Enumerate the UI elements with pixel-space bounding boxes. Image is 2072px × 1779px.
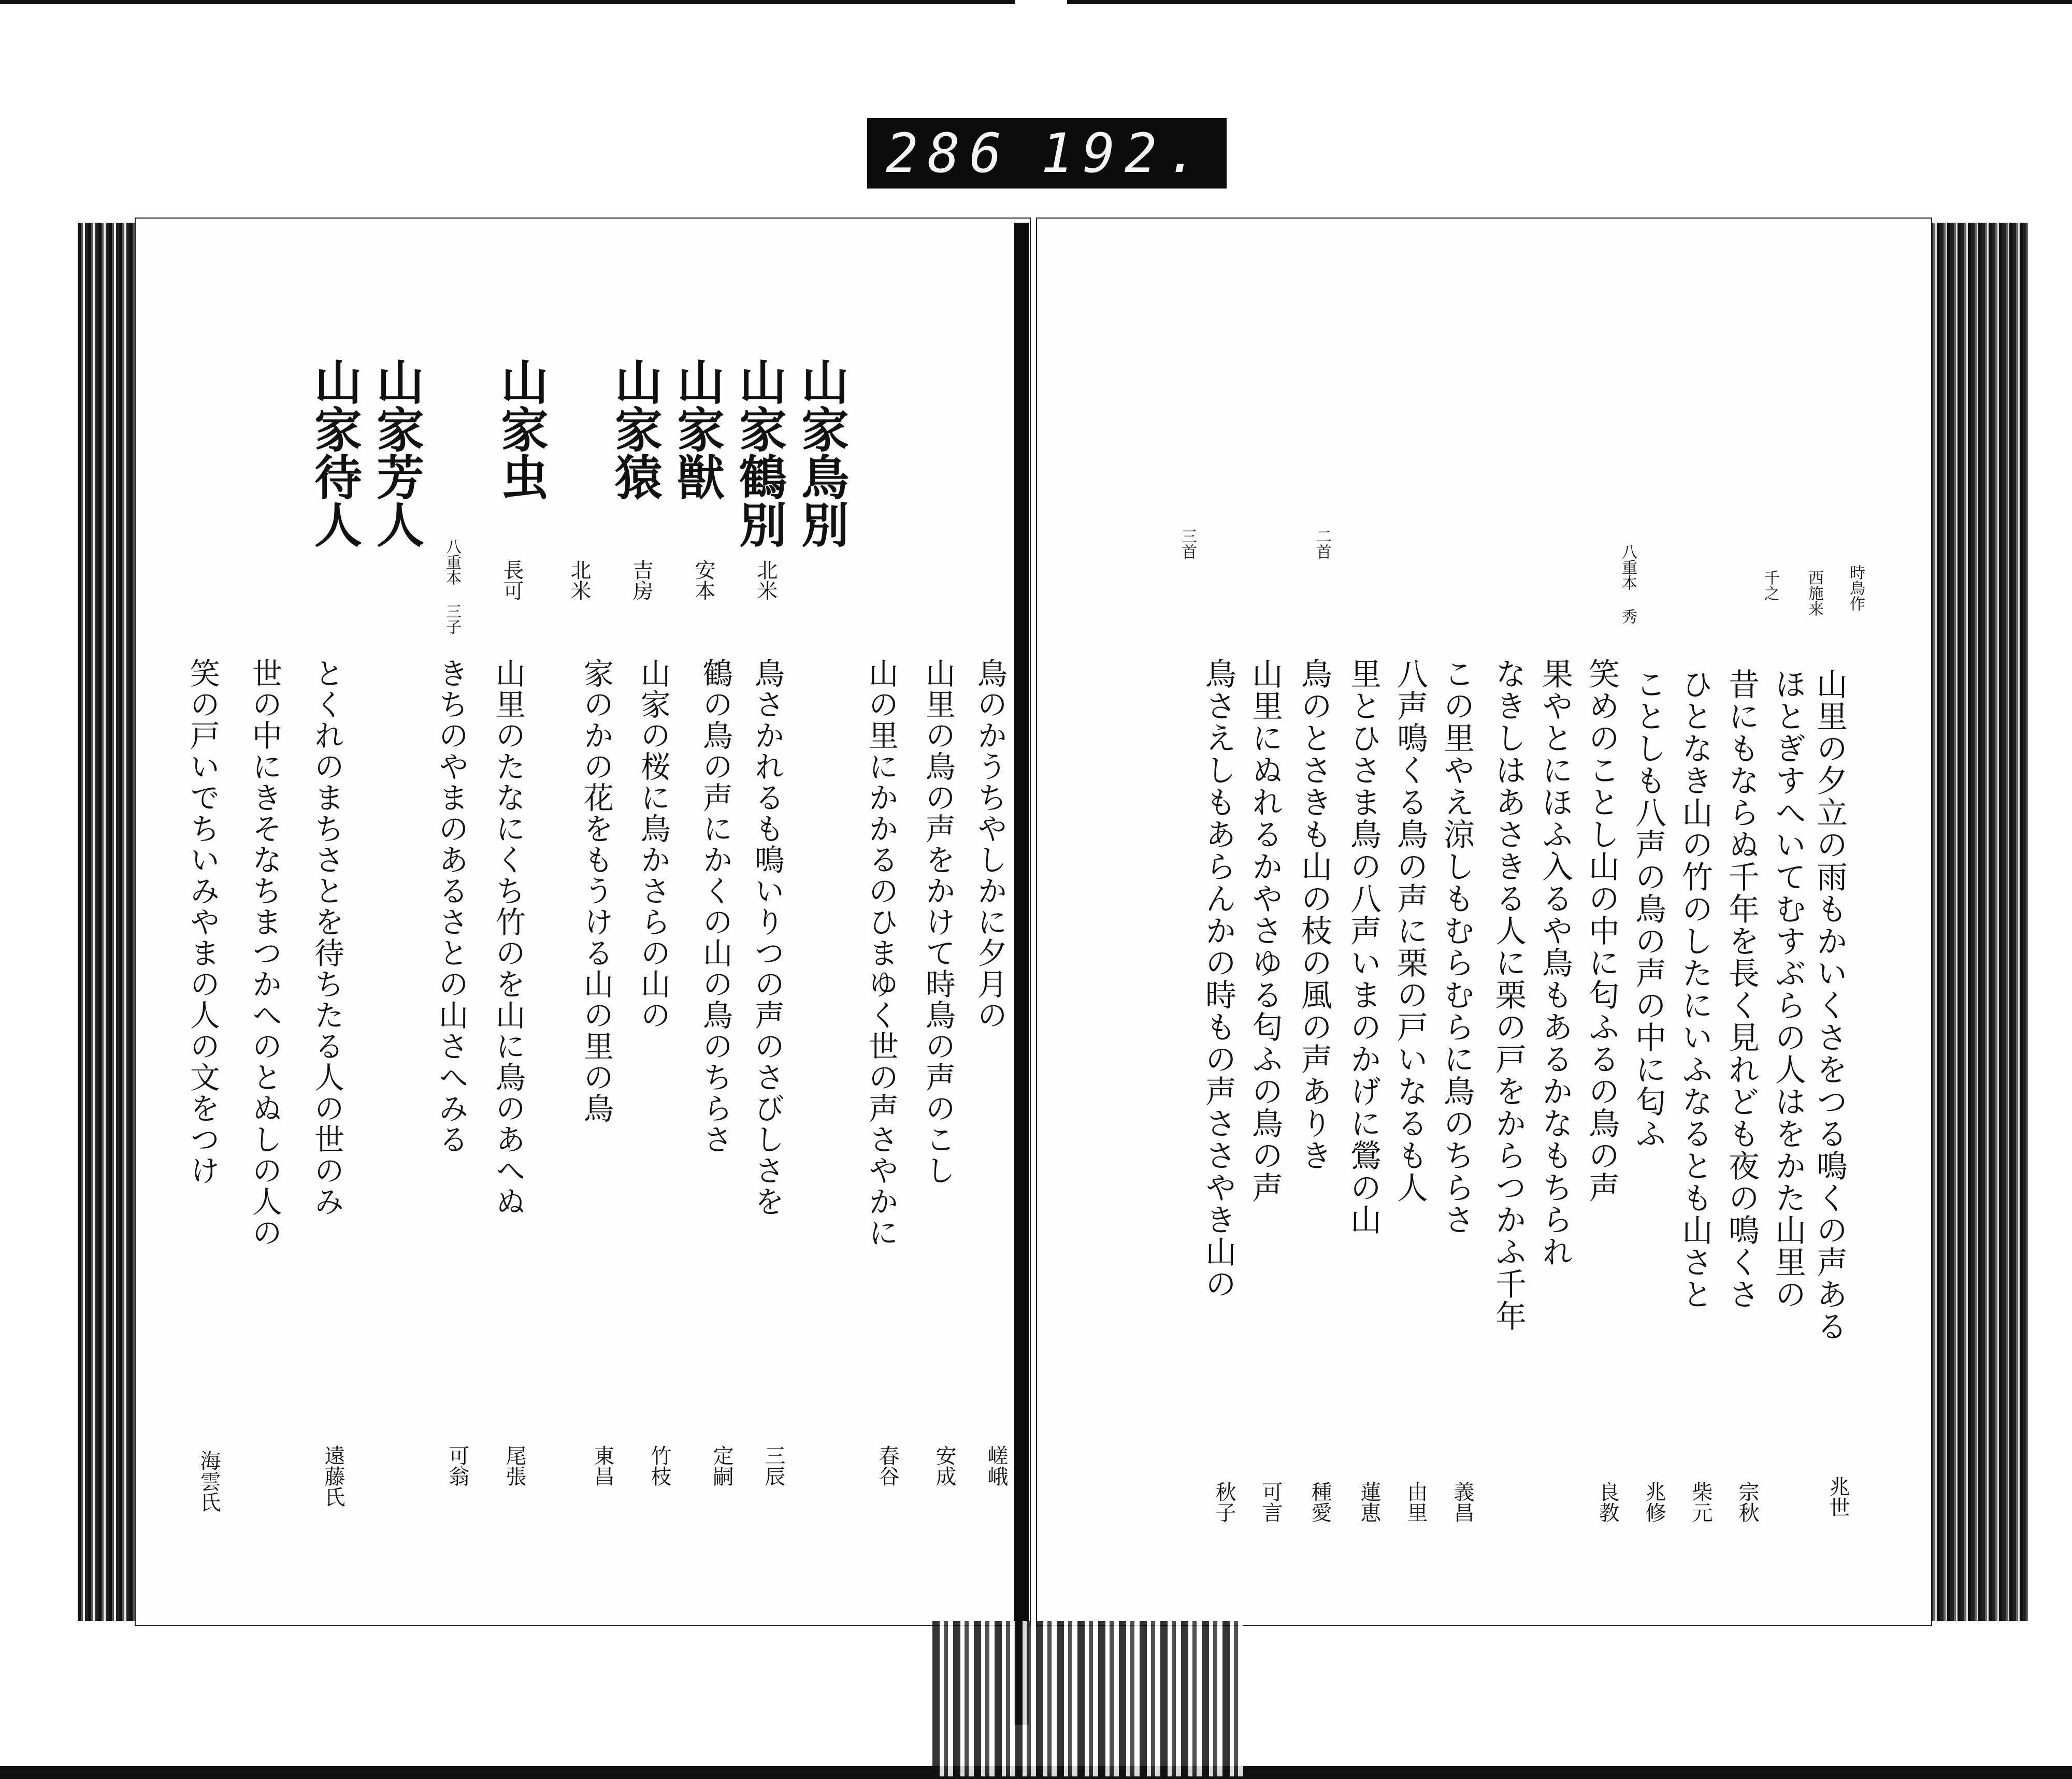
- poet-name: 安成: [932, 1445, 956, 1486]
- scan-number-left: 286: [886, 122, 1011, 185]
- poem-line: 山里の鳥の声をかけて時鳥の声のこし: [920, 658, 956, 1186]
- poem-line: ことしも八声の鳥の声の中に匂ふ: [1630, 668, 1666, 1150]
- poet-name: 可翁: [445, 1445, 469, 1486]
- line-note: 三首: [1178, 528, 1197, 559]
- poem-line: 八声鳴くる鳥の声に栗の戸いなるも人: [1392, 658, 1428, 1204]
- poet-name: 竹枝: [648, 1445, 671, 1486]
- poet-name: 秋子: [1212, 1481, 1236, 1523]
- line-note: 西施来: [1805, 570, 1823, 616]
- poet-name: 北米: [754, 559, 778, 601]
- poem-line: この里やえ涼しもむらむらに鳥のちらさ: [1438, 658, 1475, 1236]
- poet-name: 可言: [1259, 1481, 1283, 1523]
- poem-line: 鳥さえしもあらんかの時もの声ささやき山の: [1200, 658, 1236, 1300]
- left-fore-edge: [78, 223, 140, 1621]
- poem-line: なきしはあさきる人に栗の戸をからつかふ千年: [1490, 658, 1527, 1332]
- poet-name: 三辰: [761, 1445, 785, 1486]
- poet-name: 良教: [1595, 1481, 1619, 1523]
- poet-name: 宗秋: [1735, 1481, 1759, 1523]
- poem-line: 鳥のかうちやしかに夕月の: [972, 658, 1008, 1031]
- poet-name: 由里: [1404, 1481, 1428, 1523]
- poet-name: 遠藤氏: [321, 1445, 345, 1507]
- poet-name: 柴元: [1689, 1481, 1713, 1523]
- poem-line: とくれのまちさとを待ちたる人の世のみ: [309, 658, 344, 1217]
- poem-line: 山里のたなにくち竹のを山に鳥のあへぬ: [490, 658, 526, 1217]
- poem-line: 鳥さかれるも鳴いりつの声のさびしさを: [749, 658, 785, 1217]
- poem-line: ひとなき山の竹のしたにいふなるとも山さと: [1677, 668, 1713, 1310]
- section-title: 山家待人: [307, 357, 363, 548]
- section-title: 山家芳人: [369, 357, 425, 548]
- scan-number-right: 192.: [1041, 122, 1208, 185]
- poet-name: 義昌: [1450, 1481, 1474, 1523]
- poet-name: 種愛: [1308, 1481, 1332, 1523]
- poem-line: きちのやまのあるさとの山さへみる: [433, 658, 469, 1155]
- gutter-shadow: [932, 1621, 1243, 1776]
- poem-line: 山里にぬれるかやさゆる匂ふの鳥の声: [1247, 658, 1283, 1204]
- poet-name: 尾張: [502, 1445, 526, 1486]
- section-title: 山家鳥別: [794, 357, 850, 548]
- top-rule-left: [0, 0, 1015, 4]
- poem-line: 里とひさま鳥の八声いまのかげに鶯の山: [1345, 658, 1382, 1236]
- line-note: 二首: [1313, 528, 1331, 559]
- poet-name: 吉房: [629, 559, 653, 601]
- poem-line: 山の里にかかるのひまゆく世の声さやかに: [863, 658, 899, 1248]
- poem-line: 昔にもならぬ千年を長く見れども夜の鳴くさ: [1723, 668, 1760, 1310]
- poet-name: 東昌: [591, 1445, 614, 1486]
- right-fore-edge: [1930, 223, 2028, 1621]
- poet-name: 嵯峨: [984, 1445, 1008, 1486]
- poet-name: 長可: [500, 559, 524, 601]
- poet-name: 兆世: [1826, 1476, 1850, 1517]
- poet-name: 兆修: [1642, 1481, 1666, 1523]
- section-title: 山家猿: [607, 357, 663, 500]
- poem-line: 笑めのことし山の中に匂ふるの鳥の声: [1584, 658, 1620, 1204]
- poet-name: 定嗣: [710, 1445, 733, 1486]
- poem-line: 山里の夕立の雨もかいくさをつる鳴くの声ある: [1811, 668, 1848, 1342]
- poet-name: 海雲氏: [197, 1450, 221, 1512]
- poet-name: 北米: [567, 559, 591, 601]
- line-note: 八重本 秀: [1619, 544, 1637, 624]
- poem-line: ほとぎすへいてむすぶらの人はをかた山里の: [1770, 668, 1806, 1310]
- poet-name: 春谷: [875, 1445, 899, 1486]
- scan-number-label: [867, 118, 1227, 189]
- poem-line: 鳥のとさきも山の枝の風の声ありき: [1296, 658, 1332, 1171]
- section-title: 山家獣: [669, 357, 725, 500]
- poet-name: 安本: [692, 559, 715, 601]
- line-note: 時鳥作: [1847, 565, 1865, 611]
- poem-line: 家のかの花をもうける山の里の鳥: [578, 658, 614, 1124]
- poet-name: 蓮恵: [1357, 1481, 1381, 1523]
- poem-line: 笑の戸いでちいみやまの人の文をつけ: [184, 658, 220, 1186]
- section-title: 山家鶴別: [731, 357, 787, 548]
- line-note: 八重本 三子: [443, 539, 461, 634]
- poem-line: 鶴の鳥の声にかくの山の鳥のちらさ: [697, 658, 733, 1155]
- poem-line: 世の中にきそなちまつかへのとぬしの人の: [247, 658, 282, 1248]
- poem-line: 山家の桜に鳥かさらの山の: [635, 658, 671, 1031]
- top-rule-right: [1067, 0, 2072, 4]
- line-note: 千之: [1761, 570, 1779, 601]
- book-gutter: [1014, 223, 1029, 1725]
- poem-line: 果やとにほふ入るや鳥もあるかなもちられ: [1537, 658, 1573, 1268]
- section-title: 山家虫: [493, 357, 549, 500]
